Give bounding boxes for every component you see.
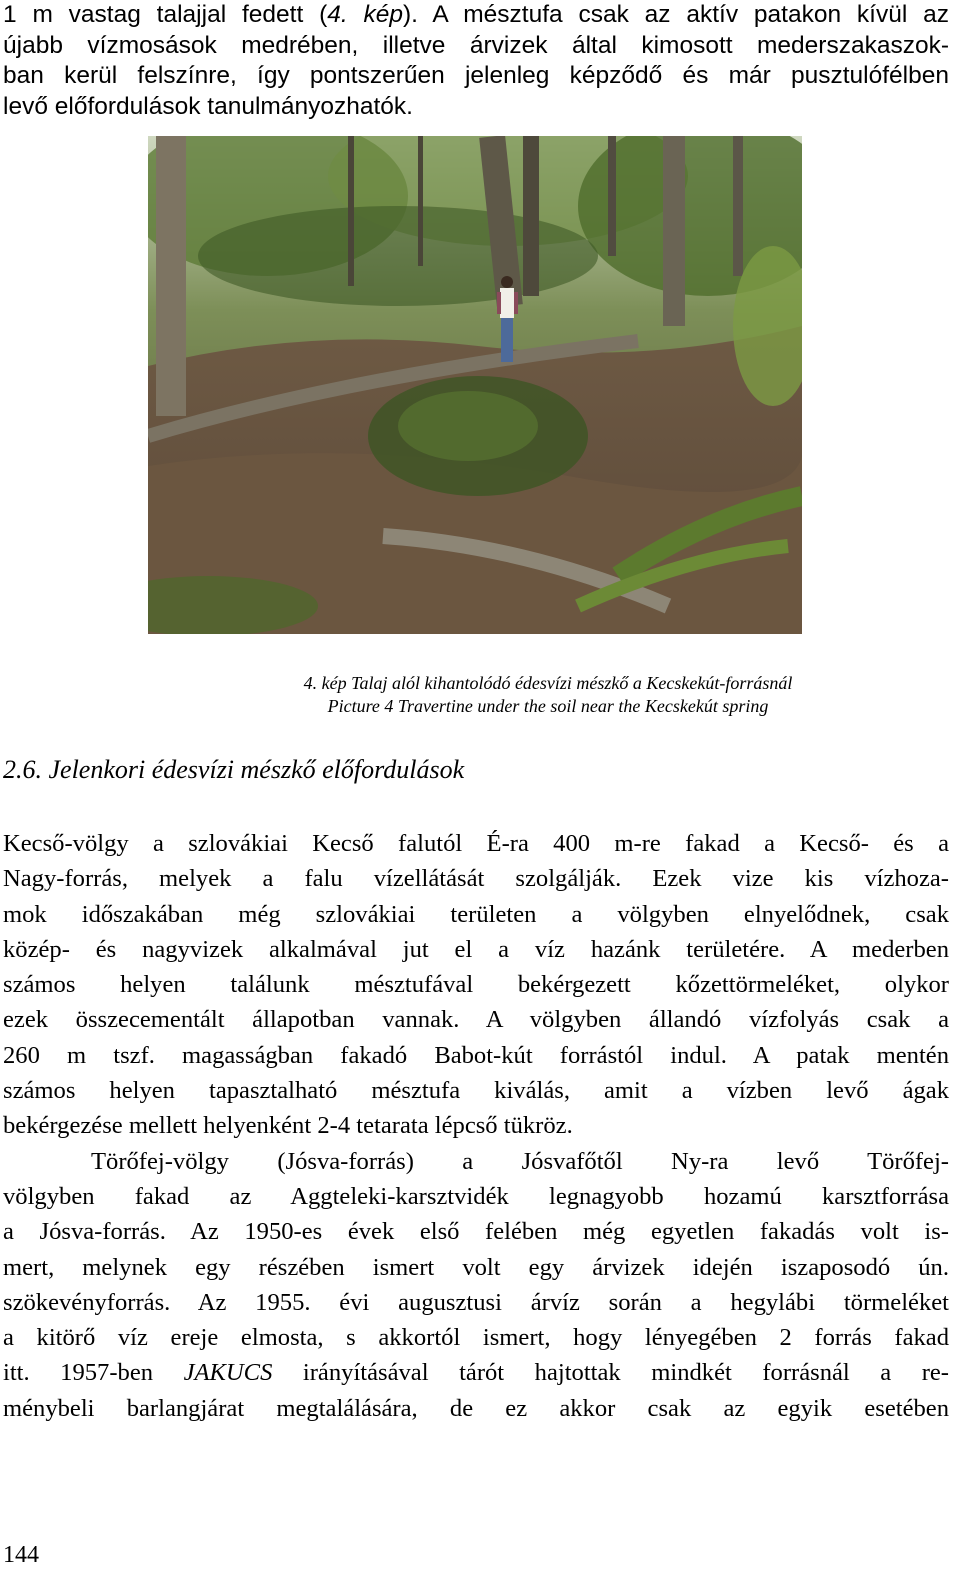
p2-line: a Jósva-forrás. Az 1950-es évek első felében még egyetlen fakadás volt is- [3, 1218, 949, 1246]
p2-line: itt. 1957-ben JAKUCS irányításával tárót hajtottak mindkét forrásnál a re- [3, 1359, 949, 1387]
author-name: JAKUCS [183, 1359, 273, 1387]
p2-line: ménybeli barlangjárat megtalálására, de ez akkor csak az egyik esetében [3, 1394, 949, 1422]
p1-line: Nagy-forrás, melyek a falu vízellátását szolgálják. Ezek vize kis vízhoza- [3, 865, 949, 893]
p1-last-line: bekérgezése mellett helyenként 2-4 tetarata lépcső tükröz. [3, 1112, 573, 1140]
p1-line: számos helyen tapasztalható mésztufa kiválás, amit a vízben levő ágak [3, 1077, 949, 1105]
page-number: 144 [3, 1542, 39, 1568]
figure-caption-english: Picture 4 Travertine under the soil near the Kecskekút spring [327, 696, 769, 716]
top-line-4: levő előfordulások tanulmányozhatók. [3, 92, 413, 120]
p2-line: a kitörő víz ereje elmosta, s akkortól ismert, hogy lényegében 2 forrás fakad [3, 1324, 949, 1352]
p2-line: szökevényforrás. Az 1955. évi augusztusi árvíz során a hegylábi törmeléket [3, 1288, 949, 1316]
top-paragraph [3, 0, 949, 122]
figure-reference: 4. kép [327, 1, 403, 28]
section-heading: 2.6. Jelenkori édesvízi mészkő előfordulások [3, 755, 465, 784]
p1-line: közép- és nagyvizek alkalmával jut el a víz hazánk területére. A mederben [3, 935, 949, 963]
p1-line: Kecső-völgy a szlovákiai Kecső falutól É-ra 400 m-re fakad a Kecső- és a [3, 830, 949, 857]
top-line-1: 1 m vastag talajjal fedett (4. kép). A mésztufa csak az aktív patakon kívül az [3, 1, 949, 28]
forest-photo [148, 136, 802, 634]
p1-line: 260 m tszf. magasságban fakadó Babot-kút forrástól indul. A patak mentén [3, 1041, 949, 1069]
p1-line: mok időszakában még szlovákiai területen a völgyben elnyelődnek, csak [3, 900, 949, 928]
p1-line: számos helyen találunk mésztufával bekérgezett kőzettörmeléket, olykor [3, 971, 949, 999]
top-line-2: újabb vízmosások medrében, illetve árvizek által kimosott mederszakaszok- [3, 31, 949, 59]
p1-line: ezek összecementált állapotban vannak. A völgyben állandó vízfolyás csak a [3, 1006, 949, 1034]
figure-caption-hungarian: 4. kép Talaj alól kihantolódó édesvízi mészkő a Kecskekút-forrásnál [303, 673, 793, 693]
top-line-3: ban kerül felszínre, így pontszerűen jelenleg képződő és már pusztulófélben [3, 62, 949, 89]
p2-line: mert, melynek egy részében ismert volt egy árvizek idején iszaposodó ún. [3, 1253, 949, 1281]
p2-line: völgyben fakad az Aggteleki-karsztvidék legnagyobb hozamú karsztforrása [3, 1182, 949, 1210]
p2-first-line: Törőfej-völgy (Jósva-forrás) a Jósvafőtől Ny-ra levő Törőfej- [91, 1147, 949, 1175]
body-text [3, 826, 949, 1426]
